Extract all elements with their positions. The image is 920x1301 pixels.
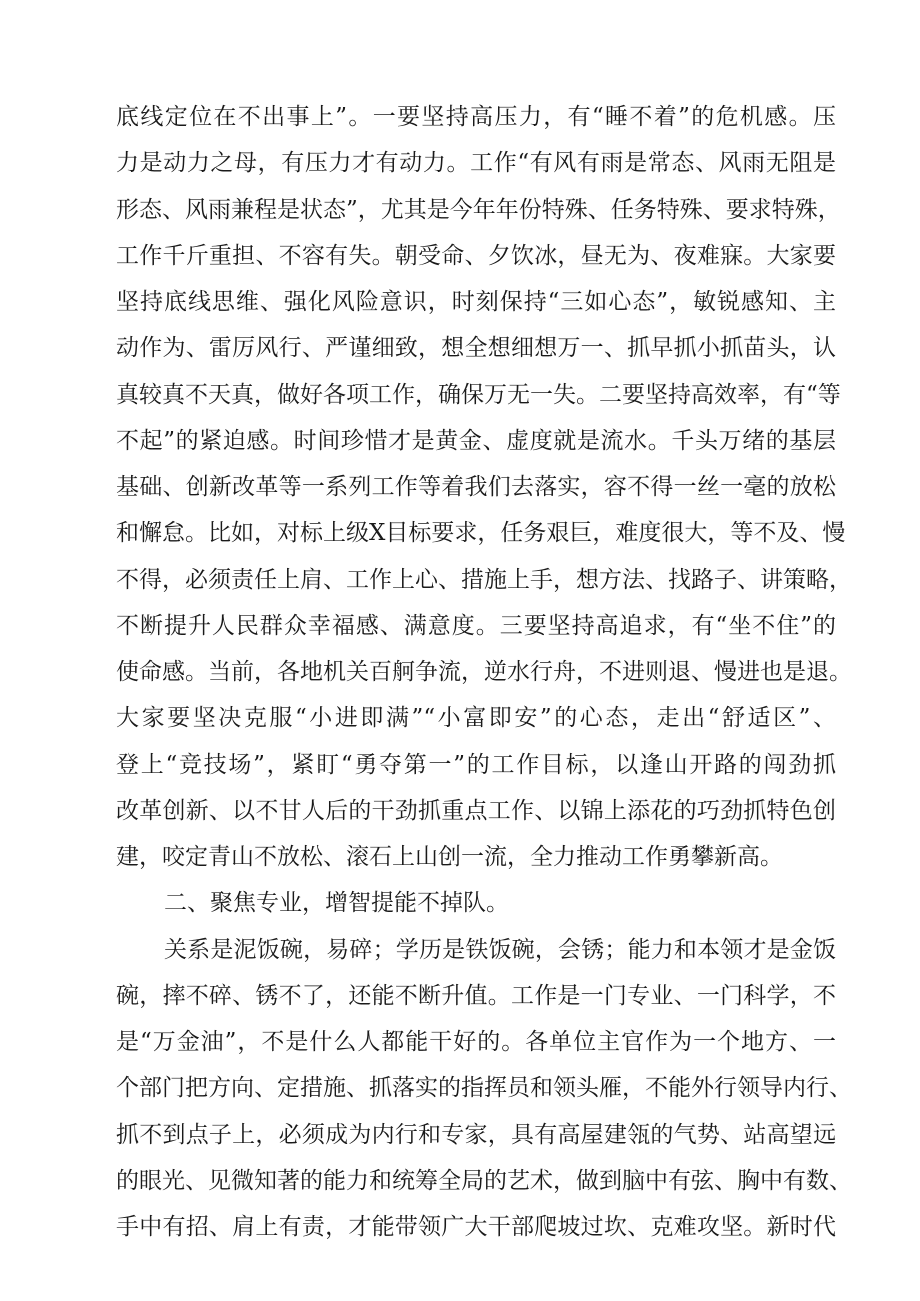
text-line: 登上“竞技场”，紧盯“勇夺第一”的工作目标，以逢山开路的闯劲抓	[116, 752, 836, 778]
text-line: 手中有招、肩上有责，才能带领广大干部爬坡过坎、克难攻坚。新时代	[116, 1214, 836, 1240]
paragraph-first-line: 关系是泥饭碗，易碎；学历是铁饭碗，会锈；能力和本领才是金饭	[164, 937, 836, 963]
text-line: 使命感。当前，各地机关百舸争流，逆水行舟，不进则退、慢进也是退。	[116, 659, 852, 685]
text-line: 不得，必须责任上肩、工作上心、措施上手，想方法、找路子、讲策略，	[116, 567, 852, 593]
text-line: 抓不到点子上，必须成为内行和专家，具有高屋建瓴的气势、站高望远	[116, 1122, 836, 1148]
text-line: 不断提升人民群众幸福感、满意度。三要坚持高追求，有“坐不住”的	[116, 613, 836, 639]
text-line: 碗，摔不碎、锈不了，还能不断升值。工作是一门专业、一门科学，不	[116, 983, 836, 1009]
text-line: 是“万金油”，不是什么人都能干好的。各单位主官作为一个地方、一	[116, 1029, 836, 1055]
text-line: 个部门把方向、定措施、抓落实的指挥员和领头雁，不能外行领导内行、	[116, 1075, 852, 1101]
text-line: 改革创新、以不甘人后的干劲抓重点工作、以锦上添花的巧劲抓特色创	[116, 798, 836, 824]
text-line: 和懈怠。比如，对标上级X目标要求，任务艰巨，难度很大，等不及、慢	[116, 520, 846, 546]
text-line: 基础、创新改革等一系列工作等着我们去落实，容不得一丝一毫的放松	[116, 474, 836, 500]
text-line: 的眼光、见微知著的能力和统筹全局的艺术，做到脑中有弦、胸中有数、	[116, 1168, 852, 1194]
text-line: 形态、风雨兼程是状态”，尤其是今年年份特殊、任务特殊、要求特殊，	[116, 197, 841, 223]
text-line: 建，咬定青山不放松、滚石上山创一流，全力推动工作勇攀新高。	[116, 844, 783, 870]
text-line: 坚持底线思维、强化风险意识，时刻保持“三如心态”，敏锐感知、主	[116, 289, 836, 315]
text-line: 不起”的紧迫感。时间珍惜才是黄金、虚度就是流水。千头万绪的基层	[116, 428, 836, 454]
paragraph-first-line: 二、聚焦专业，增智提能不掉队。	[164, 890, 509, 916]
text-line: 底线定位在不出事上”。一要坚持高压力，有“睡不着”的危机感。压	[116, 104, 836, 130]
text-line: 动作为、雷厉风行、严谨细致，想全想细想万一、抓早抓小抓苗头，认	[116, 335, 836, 361]
text-line: 真较真不天真，做好各项工作，确保万无一失。二要坚持高效率，有“等	[116, 382, 841, 408]
text-line: 力是动力之母，有压力才有动力。工作“有风有雨是常态、风雨无阻是	[116, 150, 836, 176]
text-line: 大家要坚决克服“小进即满”“小富即安”的心态，走出“舒适区”、	[116, 705, 836, 731]
text-line: 工作千斤重担、不容有失。朝受命、夕饮冰，昼无为、夜难寐。大家要	[116, 243, 836, 269]
